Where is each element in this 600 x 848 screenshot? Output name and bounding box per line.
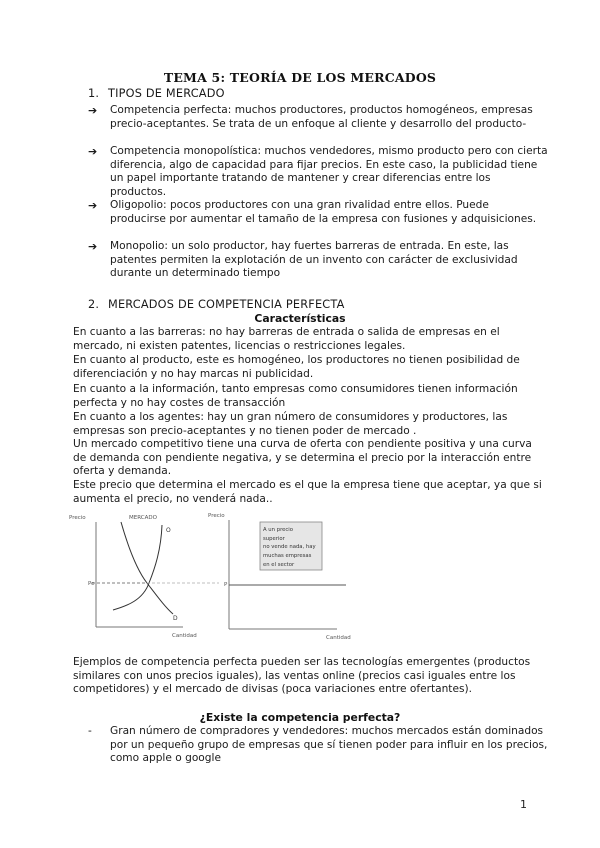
section-number: 1. — [88, 87, 100, 100]
equilibrium-price-label: Pe — [88, 581, 95, 587]
note-line: muchas empresas — [263, 553, 312, 559]
left-chart-title: MERCADO — [129, 515, 157, 521]
paragraph: En cuanto a los agentes: hay un gran número de consumidores y productores, las empresas son precio-aceptantes y no tienen poder de mercado . — [73, 411, 508, 437]
page-number: 1 — [520, 798, 527, 811]
market-figure — [65, 510, 355, 645]
supply-demand-diagram — [65, 510, 355, 645]
paragraph: Este precio que determina el mercado es el que la empresa tiene que aceptar, ya que si aumenta el precio, no venderá nada.. — [73, 479, 542, 505]
list-item-text: Monopolio: un solo productor, hay fuertes barreras de entrada. En este, las patentes permiten la explotación de un invento con carácter de exclusividad durante un determinado tiempo — [110, 240, 518, 280]
list-item-text: Gran número de compradores y vendedores: muchos mercados están dominados por un pequeño grupo de empresas que sí tienen poder para influir en los precios, como apple o google — [110, 725, 548, 765]
right-x-label: Cantidad — [326, 635, 351, 641]
document-title: TEMA 5: TEORÍA DE LOS MERCADOS — [163, 70, 437, 85]
list-item — [88, 145, 548, 199]
section-title: TIPOS DE MERCADO — [108, 87, 225, 100]
paragraph: Un mercado competitivo tiene una curva de oferta con pendiente positiva y una curva de demanda con pendiente negativa, y se determina el precio por la interacción entre oferta y demanda. — [73, 438, 532, 478]
price-label: P — [224, 582, 228, 588]
list-item — [88, 725, 548, 766]
note-line: superior — [263, 536, 285, 542]
note-line: no vende nada, hay — [263, 544, 316, 550]
section-title: MERCADOS DE COMPETENCIA PERFECTA — [108, 298, 345, 311]
note-line: en el sector — [263, 562, 295, 568]
left-x-label: Cantidad — [172, 633, 197, 639]
paragraph: En cuanto a la información, tanto empresas como consumidores tienen información perfecta y no hay costes de transacción — [73, 383, 518, 409]
arrow-right-icon: ➔ — [88, 199, 98, 212]
demand-label: D — [173, 615, 178, 622]
note-line: A un precio — [263, 527, 294, 533]
question-heading: ¿Existe la competencia perfecta? — [199, 711, 401, 724]
list-item-text: Competencia perfecta: muchos productores, productos homogéneos, empresas precio-aceptantes. Se trata de un enfoque al cliente y desarrollo del producto- — [110, 104, 533, 130]
paragraph: En cuanto a las barreras: no hay barreras de entrada o salida de empresas en el mercado, ni existen patentes, licencias o restricciones legales. — [73, 326, 500, 352]
left-y-label: Precio — [69, 515, 86, 521]
arrow-right-icon: ➔ — [88, 240, 98, 253]
right-y-label: Precio — [208, 513, 225, 519]
section-number: 2. — [88, 298, 100, 311]
paragraph: En cuanto al producto, este es homogéneo, los productores no tienen posibilidad de diferenciación y no hay marcas ni publicidad. — [73, 354, 520, 380]
section-2-heading — [88, 298, 345, 311]
characteristics-heading: Características — [254, 312, 346, 325]
arrow-right-icon: ➔ — [88, 104, 98, 117]
examples-paragraph: Ejemplos de competencia perfecta pueden ser las tecnologías emergentes (productos similares con unos precios iguales), las ventas online (precios casi iguales entre los competidores) y el mercado de divisas (poca variaciones entre ofertantes). — [73, 656, 531, 696]
list-item — [88, 199, 548, 226]
list-item-text: Oligopolio: pocos productores con una gran rivalidad entre ellos. Puede producirse por aumentar el tamaño de la empresa con fusiones y adquisiciones. — [110, 199, 537, 225]
arrow-right-icon: ➔ — [88, 145, 98, 158]
list-item-text: Competencia monopolística: muchos vendedores, mismo producto pero con cierta diferencia, algo de capacidad para fijar precios. En este caso, la publicidad tiene un papel importante tratando de mantener y crear diferencias entre los productos. — [110, 145, 548, 198]
dash-bullet-icon: - — [88, 725, 92, 737]
list-item — [88, 104, 548, 131]
list-item — [88, 240, 548, 281]
supply-label: O — [166, 527, 171, 534]
section-1-heading — [88, 87, 225, 100]
